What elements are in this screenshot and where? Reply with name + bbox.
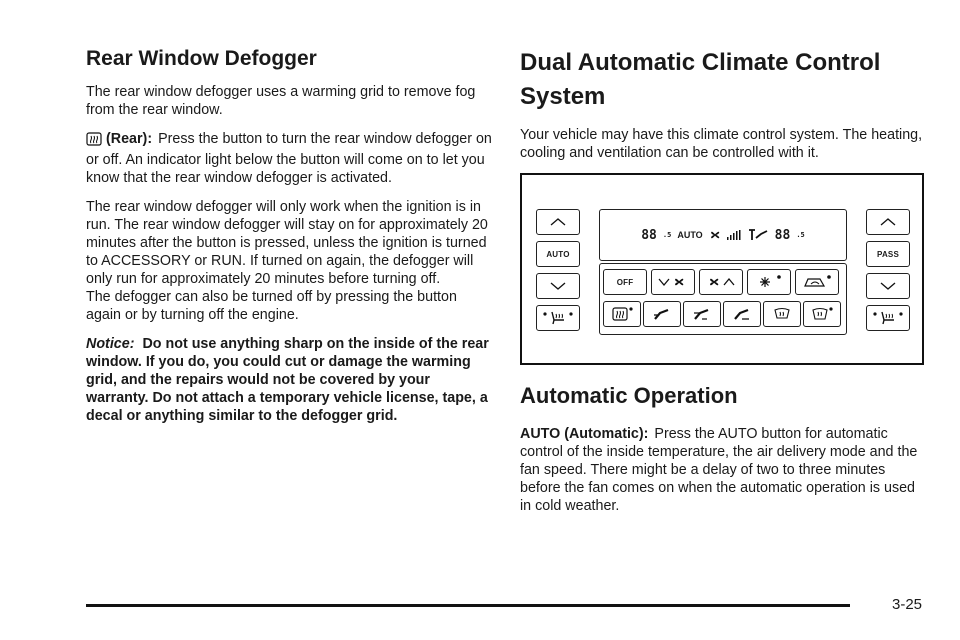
floor-mode-icon	[732, 307, 752, 321]
pass-button[interactable]: PASS	[866, 241, 910, 267]
snowflake-icon	[755, 274, 783, 290]
temperature-display	[599, 209, 847, 261]
off-button[interactable]: OFF	[603, 269, 647, 295]
fan-up-icon	[706, 276, 736, 288]
mode-vent-button[interactable]	[643, 301, 681, 327]
footer-rule	[86, 604, 850, 607]
display-right-temp: 88	[774, 227, 791, 243]
rear-defogger-body: The rear window defogger will only work when the ignition is in run. The rear window defogger will stay on for approximately 20 minutes after the button is pressed, unless the ignition is turned to ACCESSORY or RUN. If turned on again, the defogger will only run for approximately 20 minutes before turning off.	[86, 199, 488, 288]
rear-defogger-instruction	[86, 130, 494, 187]
fan-down-icon	[658, 276, 688, 288]
mode-bilevel-button[interactable]	[683, 301, 721, 327]
fan-down-button[interactable]	[651, 269, 695, 295]
display-left-decimal: .5	[662, 231, 672, 239]
rear-defrost-icon	[86, 132, 102, 151]
recirculation-button[interactable]	[795, 269, 839, 295]
heated-seat-icon	[872, 310, 904, 326]
climate-control-heading: Dual Automatic Climate Control System	[520, 49, 881, 110]
right-column	[520, 46, 924, 526]
passenger-temp-up-button[interactable]	[866, 209, 910, 235]
chevron-up-icon	[550, 218, 566, 226]
rear-defogger-heading: Rear Window Defogger	[86, 47, 317, 70]
driver-temp-up-button[interactable]	[536, 209, 580, 235]
notice-paragraph	[86, 335, 494, 425]
rear-defrost-icon	[611, 306, 633, 322]
display-left-temp: 88	[641, 227, 657, 243]
display-right-decimal: .5	[796, 231, 805, 239]
front-defrost-icon	[810, 306, 834, 322]
fan-icon	[709, 229, 721, 241]
mode-defog-button[interactable]	[763, 301, 801, 327]
rear-label: (Rear):	[106, 131, 153, 148]
left-column	[86, 46, 494, 436]
driver-heated-seat-button[interactable]	[536, 305, 580, 331]
display-auto-text: AUTO	[677, 230, 703, 240]
climate-control-intro: Your vehicle may have this climate control system. The heating, cooling and ventilation can be controlled with it.	[520, 127, 923, 161]
recirculation-icon	[802, 274, 832, 290]
heated-seat-icon	[542, 310, 574, 326]
mode-floor-button[interactable]	[723, 301, 761, 327]
fan-speed-bars-icon	[727, 230, 741, 240]
chevron-up-icon	[880, 218, 896, 226]
front-defrost-button[interactable]	[803, 301, 841, 327]
passenger-heated-seat-button[interactable]	[866, 305, 910, 331]
auto-text: Press the AUTO button for automatic control of the inside temperature, the air delivery mode and the fan speed. There might be a delay of two to three minutes before the fan comes on when the automatic operation is used in cold weather.	[520, 426, 918, 515]
climate-control-panel-figure	[520, 173, 924, 365]
notice-text: Do not use anything sharp on the inside of the rear window. If you do, you could cut or damage the warming grid, and the repairs would not be covered by your warranty. Do not attach a temporary vehicle license, tape, a decal or anything similar to the defogger grid.	[86, 336, 489, 425]
notice-label: Notice:	[86, 336, 135, 353]
page-number: 3-25	[892, 596, 923, 613]
chevron-down-icon	[880, 282, 896, 290]
rear-text: Press the button to turn the rear window defogger on or off. An indicator light below the button will come on to let you know that the rear window defogger is activated.	[86, 131, 492, 187]
driver-temp-down-button[interactable]	[536, 273, 580, 299]
auto-button[interactable]: AUTO	[536, 241, 580, 267]
automatic-operation-heading: Automatic Operation	[520, 383, 738, 408]
auto-label: AUTO (Automatic):	[520, 426, 649, 443]
rear-defogger-intro: The rear window defogger uses a warming grid to remove fog from the rear window.	[86, 84, 476, 119]
bilevel-mode-icon	[692, 307, 712, 321]
rear-defrost-button[interactable]	[603, 301, 641, 327]
vent-mode-icon	[652, 307, 672, 321]
chevron-down-icon	[550, 282, 566, 290]
auto-paragraph	[520, 425, 924, 515]
defog-mode-icon	[772, 307, 792, 321]
rear-defogger-body-2: The defogger can also be turned off by pressing the button again or by turning off the engine.	[86, 289, 457, 324]
air-delivery-mode-icon	[747, 228, 769, 242]
climate-control-panel	[532, 205, 914, 335]
fan-up-button[interactable]	[699, 269, 743, 295]
ac-button[interactable]	[747, 269, 791, 295]
passenger-temp-down-button[interactable]	[866, 273, 910, 299]
